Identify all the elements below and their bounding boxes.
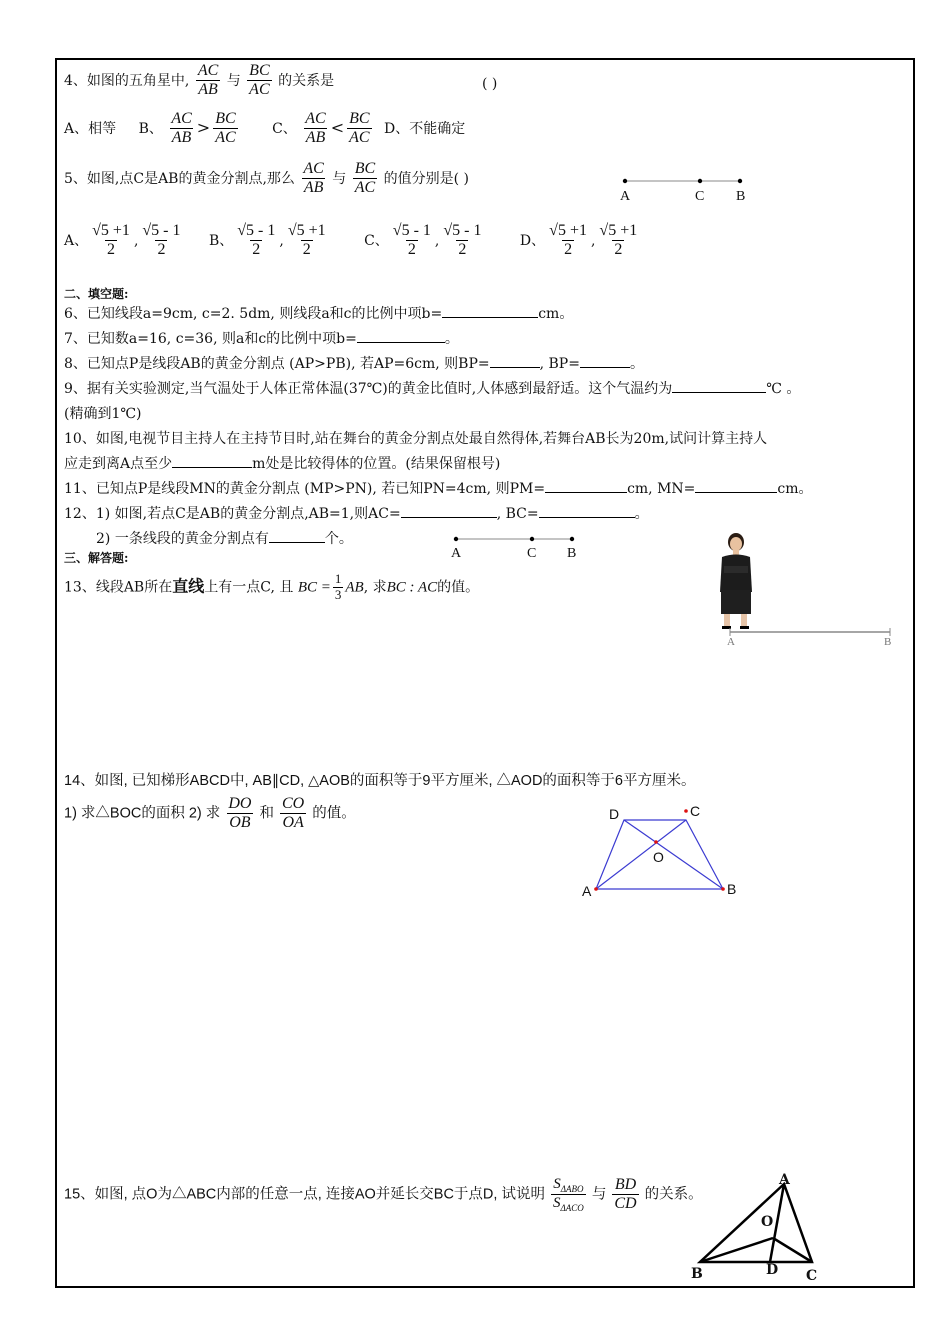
q8-answer-blank-2[interactable] xyxy=(580,354,630,368)
question-13: 13、线段AB所在直线上有一点C, 且 BC = $\frac{1}{3}$ AB, 求BC : AC的值。 xyxy=(64,571,480,602)
question-14-line-2: 1) 求△BOC的面积 2) 求 $\frac{DO}{OB}$ 和 $\frac{CO}{OA}$ 的值。 xyxy=(64,795,356,832)
q5-options xyxy=(64,222,641,260)
q12-segment-figure xyxy=(452,534,582,544)
q11-answer-blank-2[interactable] xyxy=(695,479,777,493)
triangle-label-o: O xyxy=(761,1214,774,1230)
trapezoid-label-o: O xyxy=(653,849,664,865)
q10-answer-blank[interactable] xyxy=(172,454,252,468)
q12-label-b: B xyxy=(567,546,577,561)
q4-prefix: 4、如图的五角星中, xyxy=(64,72,190,89)
q12-count-blank[interactable] xyxy=(269,529,325,543)
q5-option-c: C、 $\frac{√5 - 1}{2}$ , $\frac{√5 - 1}{2}$ xyxy=(364,222,482,259)
question-6: 6、已知线段a=9cm, c=2. 5dm, 则线段a和c的比例中项b= cm。 xyxy=(64,306,574,322)
q4-option-c: C、 xyxy=(272,120,297,137)
stage-line xyxy=(726,627,896,637)
q5-label-c: C xyxy=(695,189,705,204)
q5-option-d: D、 $\frac{√5 +1}{2}$ , $\frac{√5 +1}{2}$ xyxy=(519,222,638,259)
q5-option-a: A、 $\frac{√5 +1}{2}$ , $\frac{√5 - 1}{2}$ xyxy=(64,222,181,259)
trapezoid-label-b: B xyxy=(727,881,737,897)
q4-option-a: A、相等 xyxy=(64,120,117,137)
q4-answer-paren: ( ) xyxy=(482,76,498,92)
question-5: 5、如图,点C是AB的黄金分割点,那么 $\frac{AC}{AB}$ 与 $\frac{BC}{AC}$ 的值分别是( ) xyxy=(64,160,470,197)
question-12-part-1: 12、1) 如图,若点C是AB的黄金分割点,AB=1,则AC= , BC= 。 xyxy=(64,506,649,522)
triangle-figure xyxy=(690,1170,830,1280)
triangle-label-d: D xyxy=(766,1262,779,1278)
q12-label-a: A xyxy=(451,546,462,561)
q4-fraction-1: $\frac{AC}{AB}$ xyxy=(197,62,219,99)
section-3-title: 三、解答题: xyxy=(64,551,129,565)
q5-label-a: A xyxy=(620,189,631,204)
q12-label-c: C xyxy=(527,546,537,561)
triangle-label-c: C xyxy=(806,1268,818,1284)
question-10-line-2: 应走到离A点至少 m处是比较得体的位置。(结果保留根号) xyxy=(64,456,501,472)
stage-label-a: A xyxy=(727,636,735,648)
trapezoid-label-c: C xyxy=(690,803,701,819)
q8-answer-blank-1[interactable] xyxy=(490,354,540,368)
q4-option-b: B、 xyxy=(138,120,163,137)
q4-option-d: D、不能确定 xyxy=(384,120,466,137)
presenter-figure xyxy=(710,530,770,632)
question-8: 8、已知点P是线段AB的黄金分割点 (AP>PB), 若AP=6cm, 则BP= , BP= 。 xyxy=(64,356,644,372)
q4-options: A、相等 B、 $\frac{AC}{AB}$ > $\frac{BC}{AC}$ C、 $\frac{AC}{AB}$ < $\frac{BC}{AC}$ D、不能确定 xyxy=(64,110,466,147)
q12-bc-blank[interactable] xyxy=(539,504,635,518)
q5-label-b: B xyxy=(736,189,746,204)
q5-option-b: B、 $\frac{√5 - 1}{2}$ , $\frac{√5 +1}{2}$ xyxy=(208,222,326,259)
stage-label-b: B xyxy=(884,636,892,648)
triangle-label-b: B xyxy=(691,1266,703,1282)
question-12-part-2: 2) 一条线段的黄金分割点有 个。 xyxy=(96,531,353,547)
question-4: 4、如图的五角星中, $\frac{AC}{AB}$ 与 $\frac{BC}{AC}$ 的关系是 xyxy=(64,62,335,99)
q4-fraction-2: $\frac{BC}{AC}$ xyxy=(249,62,270,99)
question-7: 7、已知数a=16, c=36, 则a和c的比例中项b= 。 xyxy=(64,331,459,347)
question-14-line-1: 14、如图, 已知梯形ABCD中, AB∥CD, △AOB的面积等于9平方厘米, △AOD的面积等于6平方厘米。 xyxy=(64,773,696,789)
q7-answer-blank[interactable] xyxy=(357,329,445,343)
q9-precision-note: (精确到1℃) xyxy=(64,406,142,422)
q9-answer-blank[interactable] xyxy=(672,379,766,393)
question-15: 15、如图, 点O为△ABC内部的任意一点, 连接AO并延长交BC于点D, 试说明 $\frac{S_{\Delta ABO}}{S_{\Delta ACO}}$ 与 $\frac{BD}{CD}$ 的关系。 xyxy=(64,1176,703,1214)
trapezoid-label-a: A xyxy=(582,883,592,899)
triangle-label-a: A xyxy=(779,1172,790,1188)
q5-segment-figure xyxy=(620,176,760,186)
q12-ac-blank[interactable] xyxy=(401,504,497,518)
q11-answer-blank-1[interactable] xyxy=(545,479,627,493)
trapezoid-label-d: D xyxy=(609,806,620,822)
section-2-title: 二、填空题: xyxy=(64,287,129,301)
question-11: 11、已知点P是线段MN的黄金分割点 (MP>PN), 若已知PN=4cm, 则PM= cm, MN= cm。 xyxy=(64,481,813,497)
question-10-line-1: 10、如图,电视节目主持人在主持节目时,站在舞台的黄金分割点处最自然得体,若舞台AB长为20m,试问计算主持人 xyxy=(64,431,768,447)
question-9: 9、据有关实验测定,当气温处于人体正常体温(37℃)的黄金比值时,人体感到最舒适。这个气温约为 ℃ 。 xyxy=(64,381,801,397)
q6-answer-blank[interactable] xyxy=(442,304,538,318)
